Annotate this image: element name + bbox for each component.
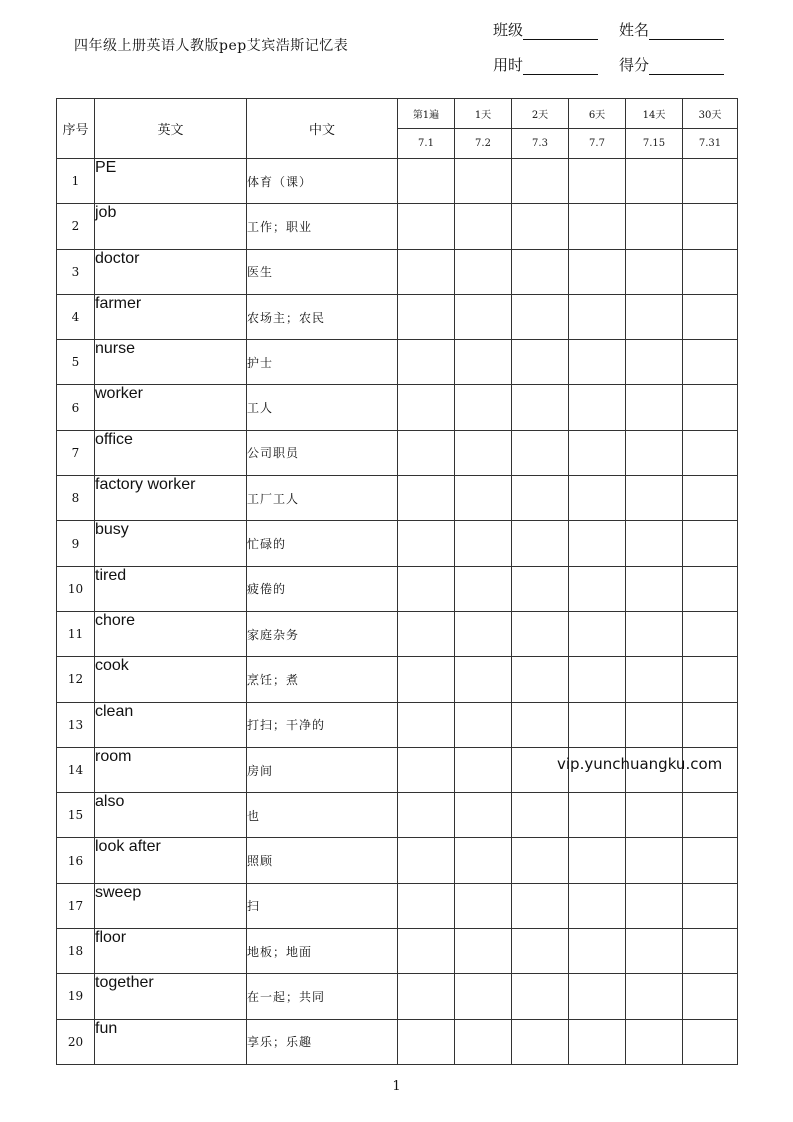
row-index: 9 (57, 521, 95, 566)
review-check-cell[interactable] (512, 838, 569, 883)
review-check-cell[interactable] (398, 521, 455, 566)
review-check-cell[interactable] (626, 430, 683, 475)
review-check-cell[interactable] (398, 204, 455, 249)
review-check-cell[interactable] (512, 883, 569, 928)
english-word: sweep (95, 883, 247, 928)
review-check-cell[interactable] (398, 838, 455, 883)
review-check-cell[interactable] (569, 385, 626, 430)
english-word: factory worker (95, 476, 247, 521)
review-check-cell[interactable] (512, 566, 569, 611)
time-blank[interactable] (523, 56, 598, 75)
chinese-meaning: 也 (247, 793, 398, 838)
review-check-cell[interactable] (455, 385, 512, 430)
review-check-cell[interactable] (455, 204, 512, 249)
review-check-cell[interactable] (626, 929, 683, 974)
english-word: job (95, 204, 247, 249)
table-row (57, 476, 738, 521)
row-index: 7 (57, 430, 95, 475)
review-check-cell[interactable] (683, 476, 738, 521)
review-check-cell[interactable] (398, 1019, 455, 1064)
row-index: 2 (57, 204, 95, 249)
review-check-cell[interactable] (569, 929, 626, 974)
row-index: 11 (57, 611, 95, 656)
review-check-cell[interactable] (683, 657, 738, 702)
table-row (57, 340, 738, 385)
review-check-cell[interactable] (569, 657, 626, 702)
review-check-cell[interactable] (683, 204, 738, 249)
review-check-cell[interactable] (398, 974, 455, 1019)
chinese-meaning: 地板；地面 (247, 929, 398, 974)
review-check-cell[interactable] (626, 883, 683, 928)
review-check-cell[interactable] (512, 521, 569, 566)
english-word: PE (95, 159, 247, 204)
review-check-cell[interactable] (626, 294, 683, 339)
review-check-cell[interactable] (626, 1019, 683, 1064)
review-check-cell[interactable] (512, 294, 569, 339)
review-check-cell[interactable] (683, 385, 738, 430)
review-check-cell[interactable] (626, 159, 683, 204)
review-check-cell[interactable] (626, 385, 683, 430)
table-row (57, 1019, 738, 1064)
review-check-cell[interactable] (683, 838, 738, 883)
review-check-cell[interactable] (455, 657, 512, 702)
review-check-cell[interactable] (398, 385, 455, 430)
chinese-meaning: 在一起；共同 (247, 974, 398, 1019)
review-check-cell[interactable] (569, 340, 626, 385)
review-check-cell[interactable] (626, 657, 683, 702)
review-day-header: 14天 (626, 99, 683, 129)
chinese-meaning: 工厂工人 (247, 476, 398, 521)
table-row (57, 838, 738, 883)
chinese-meaning: 享乐；乐趣 (247, 1019, 398, 1064)
review-check-cell[interactable] (455, 611, 512, 656)
review-check-cell[interactable] (398, 159, 455, 204)
chinese-meaning: 公司职员 (247, 430, 398, 475)
review-check-cell[interactable] (398, 657, 455, 702)
score-label: 得分 (619, 56, 650, 74)
chinese-meaning: 照顾 (247, 838, 398, 883)
review-check-cell[interactable] (569, 1019, 626, 1064)
review-check-cell[interactable] (455, 1019, 512, 1064)
row-index: 3 (57, 249, 95, 294)
english-word: farmer (95, 294, 247, 339)
review-date-header: 7.3 (512, 129, 569, 159)
row-index: 18 (57, 929, 95, 974)
review-check-cell[interactable] (512, 657, 569, 702)
review-check-cell[interactable] (569, 974, 626, 1019)
chinese-meaning: 疲倦的 (247, 566, 398, 611)
review-check-cell[interactable] (683, 974, 738, 1019)
review-check-cell[interactable] (512, 611, 569, 656)
review-check-cell[interactable] (569, 476, 626, 521)
english-word: floor (95, 929, 247, 974)
row-index: 14 (57, 747, 95, 792)
chinese-meaning: 工人 (247, 385, 398, 430)
header-english: 英文 (95, 99, 247, 159)
review-check-cell[interactable] (455, 249, 512, 294)
review-check-cell[interactable] (683, 929, 738, 974)
chinese-meaning: 农场主；农民 (247, 294, 398, 339)
review-check-cell[interactable] (626, 204, 683, 249)
review-check-cell[interactable] (626, 611, 683, 656)
review-check-cell[interactable] (455, 838, 512, 883)
chinese-meaning: 房间 (247, 747, 398, 792)
review-check-cell[interactable] (398, 747, 455, 792)
review-check-cell[interactable] (626, 974, 683, 1019)
review-check-cell[interactable] (569, 883, 626, 928)
table-row (57, 385, 738, 430)
english-word: tired (95, 566, 247, 611)
review-check-cell[interactable] (569, 611, 626, 656)
review-check-cell[interactable] (512, 249, 569, 294)
review-day-header: 30天 (683, 99, 738, 129)
english-word: chore (95, 611, 247, 656)
review-date-header: 7.15 (626, 129, 683, 159)
table-row (57, 929, 738, 974)
review-check-cell[interactable] (455, 159, 512, 204)
row-index: 4 (57, 294, 95, 339)
review-check-cell[interactable] (683, 611, 738, 656)
review-check-cell[interactable] (683, 702, 738, 747)
table-row (57, 159, 738, 204)
english-word: worker (95, 385, 247, 430)
review-check-cell[interactable] (512, 702, 569, 747)
watermark: vip.yunchuangku.com (557, 755, 723, 773)
review-day-header: 2天 (512, 99, 569, 129)
review-check-cell[interactable] (455, 929, 512, 974)
english-word: busy (95, 521, 247, 566)
review-check-cell[interactable] (455, 702, 512, 747)
review-check-cell[interactable] (626, 793, 683, 838)
review-check-cell[interactable] (626, 702, 683, 747)
review-check-cell[interactable] (626, 249, 683, 294)
row-index: 6 (57, 385, 95, 430)
review-check-cell[interactable] (683, 883, 738, 928)
table-row (57, 204, 738, 249)
review-check-cell[interactable] (683, 340, 738, 385)
review-check-cell[interactable] (398, 249, 455, 294)
table-row (57, 702, 738, 747)
english-word: room (95, 747, 247, 792)
row-index: 20 (57, 1019, 95, 1064)
row-index: 10 (57, 566, 95, 611)
review-check-cell[interactable] (512, 340, 569, 385)
review-check-cell[interactable] (569, 702, 626, 747)
review-check-cell[interactable] (569, 521, 626, 566)
english-word: doctor (95, 249, 247, 294)
table-row (57, 793, 738, 838)
review-date-header: 7.1 (398, 129, 455, 159)
time-field[interactable] (493, 54, 598, 75)
review-check-cell[interactable] (398, 566, 455, 611)
table-row (57, 249, 738, 294)
chinese-meaning: 医生 (247, 249, 398, 294)
table-row (57, 521, 738, 566)
review-check-cell[interactable] (569, 793, 626, 838)
header-chinese: 中文 (247, 99, 398, 159)
name-label: 姓名 (619, 21, 650, 39)
score-blank[interactable] (649, 56, 724, 75)
row-index: 15 (57, 793, 95, 838)
table-row (57, 657, 738, 702)
review-check-cell[interactable] (455, 883, 512, 928)
row-index: 1 (57, 159, 95, 204)
review-check-cell[interactable] (455, 793, 512, 838)
chinese-meaning: 扫 (247, 883, 398, 928)
review-check-cell[interactable] (455, 340, 512, 385)
time-label: 用时 (493, 56, 524, 74)
review-check-cell[interactable] (398, 430, 455, 475)
review-check-cell[interactable] (512, 204, 569, 249)
review-check-cell[interactable] (683, 249, 738, 294)
review-check-cell[interactable] (398, 294, 455, 339)
review-day-header: 1天 (455, 99, 512, 129)
review-check-cell[interactable] (455, 974, 512, 1019)
review-check-cell[interactable] (398, 340, 455, 385)
review-check-cell[interactable] (512, 929, 569, 974)
review-check-cell[interactable] (455, 430, 512, 475)
english-word: nurse (95, 340, 247, 385)
review-check-cell[interactable] (569, 566, 626, 611)
row-index: 17 (57, 883, 95, 928)
review-check-cell[interactable] (569, 838, 626, 883)
review-check-cell[interactable] (569, 159, 626, 204)
review-day-header: 6天 (569, 99, 626, 129)
review-check-cell[interactable] (512, 385, 569, 430)
english-word: together (95, 974, 247, 1019)
class-label: 班级 (493, 21, 524, 39)
review-check-cell[interactable] (683, 566, 738, 611)
chinese-meaning: 护士 (247, 340, 398, 385)
chinese-meaning: 烹饪；煮 (247, 657, 398, 702)
english-word: cook (95, 657, 247, 702)
row-index: 5 (57, 340, 95, 385)
review-day-header: 第1遍 (398, 99, 455, 129)
name-blank[interactable] (649, 21, 724, 40)
review-check-cell[interactable] (398, 929, 455, 974)
table-row (57, 430, 738, 475)
review-check-cell[interactable] (398, 883, 455, 928)
class-field[interactable] (493, 19, 598, 40)
review-check-cell[interactable] (512, 1019, 569, 1064)
review-check-cell[interactable] (398, 476, 455, 521)
review-check-cell[interactable] (683, 430, 738, 475)
review-check-cell[interactable] (398, 611, 455, 656)
chinese-meaning: 家庭杂务 (247, 611, 398, 656)
chinese-meaning: 忙碌的 (247, 521, 398, 566)
review-date-header: 7.31 (683, 129, 738, 159)
english-word: also (95, 793, 247, 838)
row-index: 19 (57, 974, 95, 1019)
review-date-header: 7.7 (569, 129, 626, 159)
row-index: 13 (57, 702, 95, 747)
row-index: 8 (57, 476, 95, 521)
review-check-cell[interactable] (569, 204, 626, 249)
table-row (57, 974, 738, 1019)
review-check-cell[interactable] (512, 159, 569, 204)
page-title: 四年级上册英语人教版pep艾宾浩斯记忆表 (74, 38, 349, 54)
review-check-cell[interactable] (455, 747, 512, 792)
review-check-cell[interactable] (569, 249, 626, 294)
review-check-cell[interactable] (626, 838, 683, 883)
review-check-cell[interactable] (455, 476, 512, 521)
review-check-cell[interactable] (626, 340, 683, 385)
review-check-cell[interactable] (569, 294, 626, 339)
table-row (57, 294, 738, 339)
table-row (57, 611, 738, 656)
name-field[interactable] (619, 19, 724, 40)
review-check-cell[interactable] (455, 566, 512, 611)
english-word: office (95, 430, 247, 475)
table-row (57, 566, 738, 611)
chinese-meaning: 工作；职业 (247, 204, 398, 249)
review-check-cell[interactable] (455, 294, 512, 339)
review-check-cell[interactable] (512, 974, 569, 1019)
review-check-cell[interactable] (626, 476, 683, 521)
review-check-cell[interactable] (512, 476, 569, 521)
review-check-cell[interactable] (683, 521, 738, 566)
table-row (57, 883, 738, 928)
english-word: fun (95, 1019, 247, 1064)
english-word: clean (95, 702, 247, 747)
vocab-table (56, 98, 738, 1065)
chinese-meaning: 打扫；干净的 (247, 702, 398, 747)
review-check-cell[interactable] (569, 430, 626, 475)
review-check-cell[interactable] (683, 294, 738, 339)
review-check-cell[interactable] (683, 1019, 738, 1064)
review-check-cell[interactable] (626, 521, 683, 566)
row-index: 12 (57, 657, 95, 702)
review-check-cell[interactable] (683, 793, 738, 838)
review-check-cell[interactable] (512, 793, 569, 838)
class-blank[interactable] (523, 21, 598, 40)
review-check-cell[interactable] (512, 430, 569, 475)
english-word: look after (95, 838, 247, 883)
review-check-cell[interactable] (626, 566, 683, 611)
header-index: 序号 (57, 99, 95, 159)
row-index: 16 (57, 838, 95, 883)
review-check-cell[interactable] (455, 521, 512, 566)
review-check-cell[interactable] (683, 159, 738, 204)
review-check-cell[interactable] (398, 702, 455, 747)
review-check-cell[interactable] (398, 793, 455, 838)
review-date-header: 7.2 (455, 129, 512, 159)
score-field[interactable] (619, 54, 724, 75)
page-number: 1 (392, 1079, 401, 1094)
chinese-meaning: 体育（课） (247, 159, 398, 204)
